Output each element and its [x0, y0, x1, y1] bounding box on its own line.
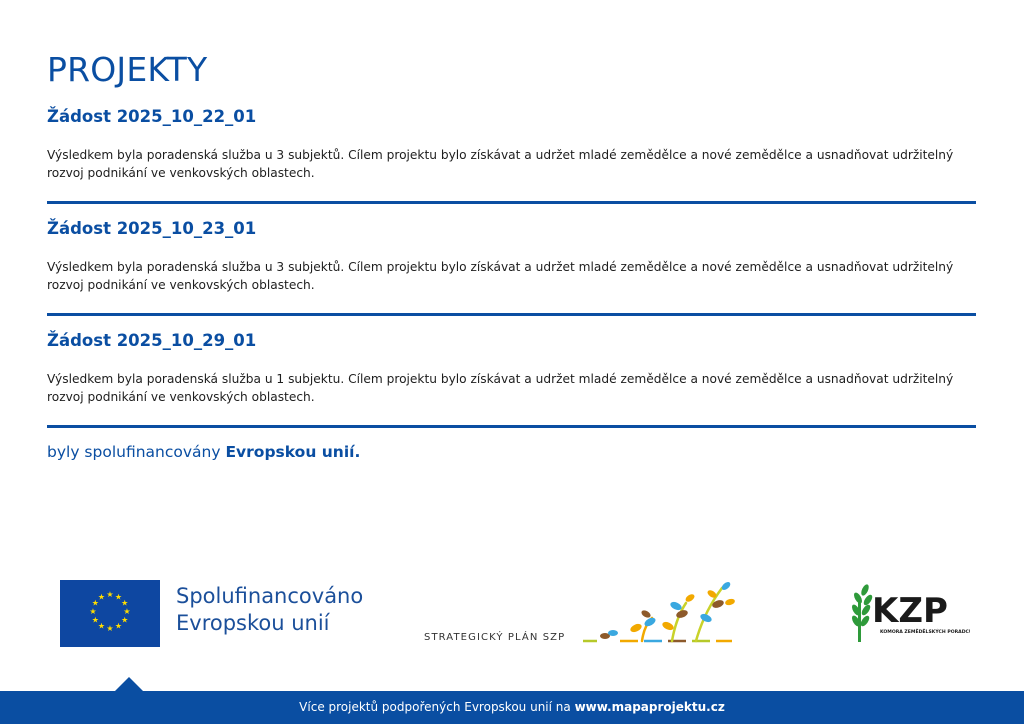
project-description: Výsledkem byla poradenská služba u 3 subjektů. Cílem projektu bylo získávat a udržet mladé zemědělce a nové zemědělce a usnadňovat udržitelný rozvoj podnikání ve venkovských oblastech.	[47, 148, 954, 180]
project-item	[47, 331, 976, 406]
svg-text:★: ★	[114, 592, 123, 602]
cofinancing-statement	[47, 443, 360, 461]
svg-text:★: ★	[97, 621, 106, 631]
wheat-icon	[850, 583, 873, 642]
svg-text:★: ★	[106, 624, 114, 633]
footer-text: Více projektů podpořených Evropskou unií na	[299, 700, 575, 714]
svg-text:★: ★	[91, 615, 99, 625]
project-description: Výsledkem byla poradenská služba u 1 subjektu. Cílem projektu bylo získávat a udržet mladé zemědělce a nové zemědělce a usnadňovat udržitelný rozvoj podnikání ve venkovských oblastech.	[47, 372, 954, 404]
eu-logo-line2: Evropskou unií	[176, 611, 330, 635]
svg-text:★: ★	[106, 590, 114, 599]
project-item	[47, 219, 976, 294]
eu-cofinanced-logo-text	[176, 583, 363, 637]
svg-text:★: ★	[97, 592, 106, 602]
footer-notch	[114, 677, 144, 692]
svg-text:★: ★	[91, 598, 99, 608]
eu-logo-line1: Spolufinancováno	[176, 584, 364, 608]
divider	[47, 425, 976, 428]
cofinancing-prefix: byly spolufinancovány	[47, 443, 226, 461]
eu-flag-icon	[60, 580, 160, 647]
svg-text:★: ★	[89, 607, 97, 616]
footer-link[interactable]: www.mapaprojektu.cz	[574, 700, 725, 714]
szp-plants-icon	[580, 578, 745, 652]
svg-text:★: ★	[121, 615, 129, 625]
divider	[47, 201, 976, 204]
svg-text:★: ★	[114, 621, 123, 631]
szp-logo-label: STRATEGICKÝ PLÁN SZP	[424, 632, 566, 643]
svg-text:★: ★	[123, 607, 131, 616]
project-title: Žádost 2025_10_23_01	[47, 219, 257, 238]
cofinancing-eu: Evropskou unií.	[225, 443, 361, 461]
divider	[47, 313, 976, 316]
kzp-logo	[850, 580, 970, 652]
footer-bar	[0, 691, 1024, 724]
kzp-letters: KZP	[872, 591, 948, 631]
project-description: Výsledkem byla poradenská služba u 3 subjektů. Cílem projektu bylo získávat a udržet mladé zemědělce a nové zemědělce a usnadňovat udržitelný rozvoj podnikání ve venkovských oblastech.	[47, 260, 954, 292]
kzp-subtitle: KOMORA ZEMĚDĚLSKÝCH PORADCŮ	[880, 630, 970, 635]
project-title: Žádost 2025_10_22_01	[47, 107, 257, 126]
project-item	[47, 107, 976, 182]
page-title: PROJEKTY	[47, 50, 208, 89]
svg-text:★: ★	[121, 598, 129, 608]
project-title: Žádost 2025_10_29_01	[47, 331, 257, 350]
